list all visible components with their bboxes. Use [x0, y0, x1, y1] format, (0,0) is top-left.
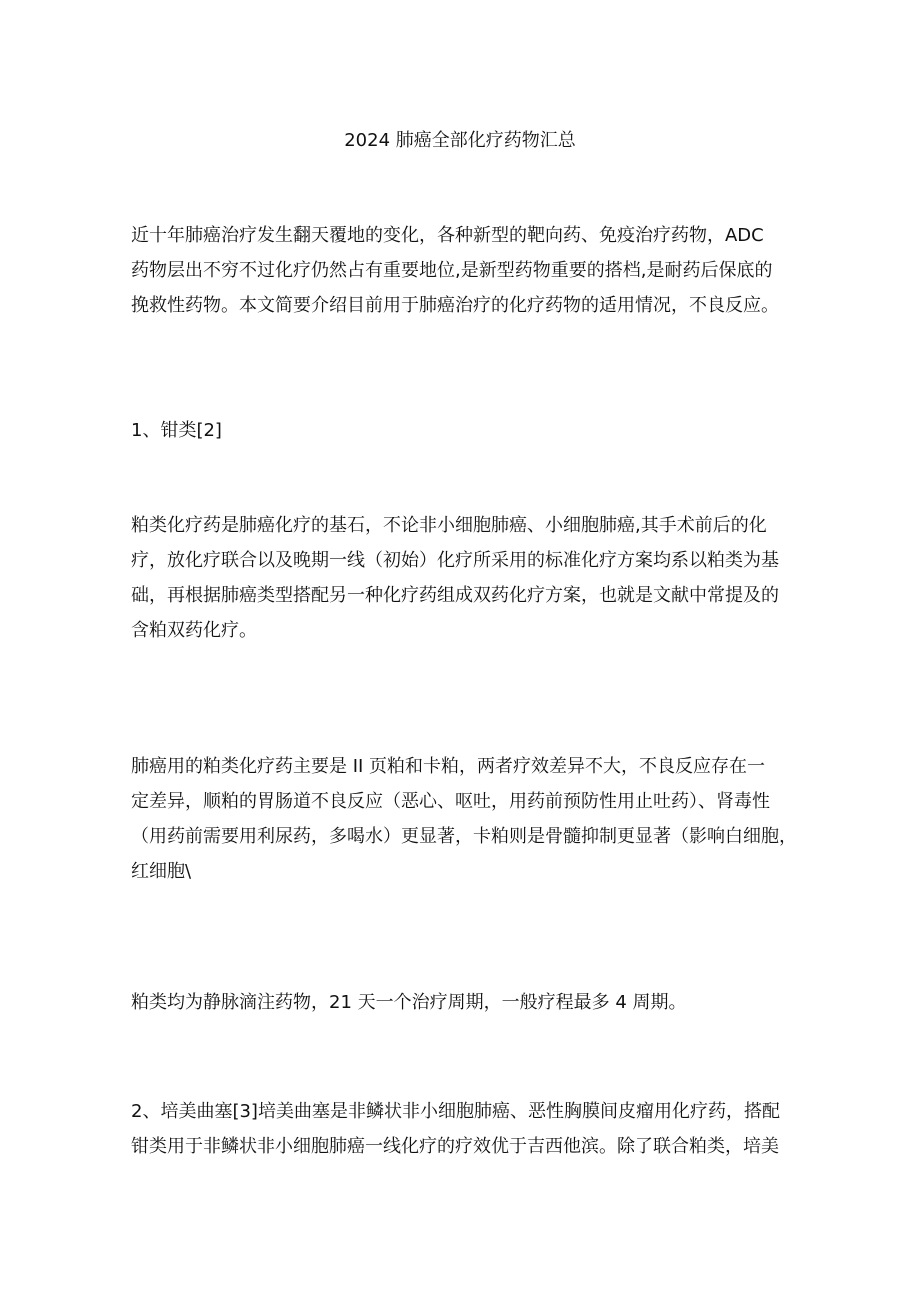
text-line: （用药前需要用利尿药，多喝水）更显著，卡粕则是骨髓抑制更显著（影响白细胞， — [131, 826, 797, 847]
text-line: 药物层出不穷不过化疗仍然占有重要地位,是新型药物重要的搭档,是耐药后保底的 — [131, 260, 773, 281]
text-line: 肺癌用的粕类化疗药主要是 II 页粕和卡粕，两者疗效差异不大，不良反应存在一 — [131, 756, 766, 777]
text-line: 2、培美曲塞[3]培美曲塞是非鳞状非小细胞肺癌、恶性胸膜间皮瘤用化疗药，搭配 — [131, 1101, 780, 1122]
section-1-paragraph-1 — [131, 508, 791, 648]
text-line: 础，再根据肺癌类型搭配另一种化疗药组成双药化疗方案，也就是文献中常提及的 — [131, 585, 779, 606]
text-line: 疗，放化疗联合以及晚期一线（初始）化疗所采用的标准化疗方案均系以粕类为基 — [131, 550, 779, 571]
section-1-paragraph-2 — [131, 749, 797, 889]
section-1-paragraph-3 — [131, 985, 791, 1020]
text-line: 挽救性药物。本文简要介绍目前用于肺癌治疗的化疗药物的适用情况，不良反应。 — [131, 295, 779, 316]
text-line: 钳类用于非鳞状非小细胞肺癌一线化疗的疗效优于吉西他滨。除了联合粕类，培美 — [131, 1136, 779, 1157]
text-line: 近十年肺癌治疗发生翻天覆地的变化，各种新型的靶向药、免疫治疗药物，ADC — [131, 225, 764, 246]
text-line: 红细胞\ — [131, 861, 192, 882]
section-2-paragraph — [131, 1094, 791, 1164]
document-title: 2024 肺癌全部化疗药物汇总 — [344, 130, 576, 151]
text-line: 粕类均为静脉滴注药物，21 天一个治疗周期，一般疗程最多 4 周期。 — [131, 992, 687, 1013]
heading-text: 1、钳类[2] — [131, 420, 222, 441]
text-line: 粕类化疗药是肺癌化疗的基石，不论非小细胞肺癌、小细胞肺癌,其手术前后的化 — [131, 515, 767, 536]
section-1-heading — [131, 413, 791, 448]
intro-paragraph — [131, 218, 791, 323]
text-line: 含粕双药化疗。 — [131, 620, 257, 641]
text-line: 定差异，顺粕的胃肠道不良反应（恶心、呕吐，用药前预防性用止吐药）、肾毒性 — [131, 791, 770, 812]
